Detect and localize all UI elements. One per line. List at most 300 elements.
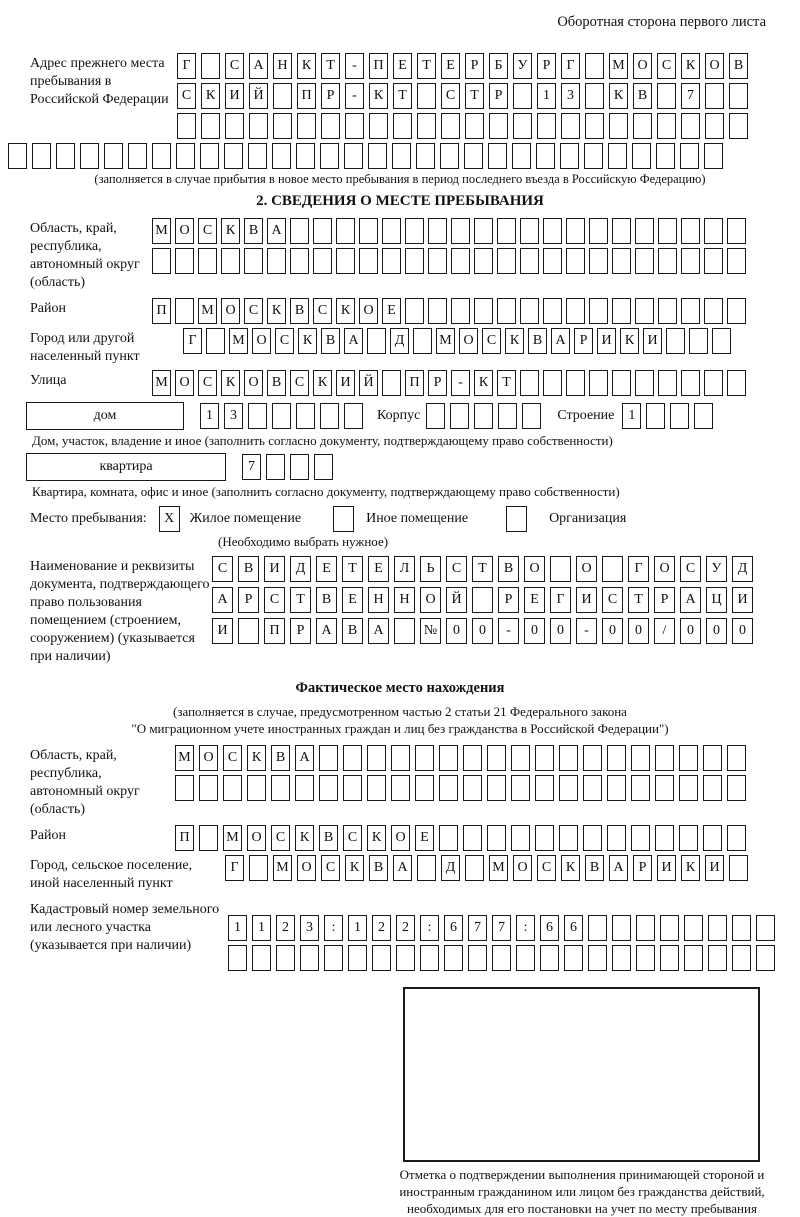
char-cell[interactable]: Т	[628, 587, 649, 613]
char-cell[interactable]	[689, 328, 708, 354]
char-cell[interactable]	[405, 248, 424, 274]
char-cell[interactable]	[440, 143, 459, 169]
char-cell[interactable]: Р	[428, 370, 447, 396]
char-cell[interactable]	[367, 775, 386, 801]
char-cell[interactable]	[658, 370, 677, 396]
char-cell[interactable]	[249, 113, 268, 139]
char-cell[interactable]	[684, 915, 703, 941]
char-cell[interactable]: А	[609, 855, 628, 881]
char-cell[interactable]	[290, 218, 309, 244]
char-cell[interactable]	[8, 143, 27, 169]
char-cell[interactable]	[320, 403, 339, 429]
char-cell[interactable]	[583, 775, 602, 801]
char-cell[interactable]	[656, 143, 675, 169]
char-cell[interactable]: К	[313, 370, 332, 396]
char-cell[interactable]: В	[585, 855, 604, 881]
char-cell[interactable]	[681, 113, 700, 139]
char-cell[interactable]: :	[420, 915, 439, 941]
char-cell[interactable]	[608, 143, 627, 169]
char-cell[interactable]	[359, 248, 378, 274]
char-cell[interactable]	[343, 745, 362, 771]
char-cell[interactable]	[564, 945, 583, 971]
char-cell[interactable]	[583, 825, 602, 851]
char-cell[interactable]	[56, 143, 75, 169]
char-cell[interactable]: 0	[550, 618, 571, 644]
char-cell[interactable]: В	[321, 328, 340, 354]
char-cell[interactable]: У	[706, 556, 727, 582]
char-cell[interactable]: М	[489, 855, 508, 881]
char-cell[interactable]	[612, 370, 631, 396]
char-cell[interactable]: 6	[564, 915, 583, 941]
char-cell[interactable]	[472, 587, 493, 613]
char-cell[interactable]	[296, 143, 315, 169]
char-cell[interactable]	[273, 113, 292, 139]
char-cell[interactable]	[336, 218, 355, 244]
char-cell[interactable]: И	[212, 618, 233, 644]
char-cell[interactable]	[382, 218, 401, 244]
char-cell[interactable]: 0	[602, 618, 623, 644]
char-cell[interactable]: С	[244, 298, 263, 324]
char-cell[interactable]	[391, 745, 410, 771]
char-cell[interactable]: М	[273, 855, 292, 881]
char-cell[interactable]	[248, 143, 267, 169]
char-cell[interactable]	[585, 53, 604, 79]
char-cell[interactable]: А	[551, 328, 570, 354]
char-cell[interactable]	[732, 915, 751, 941]
char-cell[interactable]: К	[336, 298, 355, 324]
char-cell[interactable]	[497, 218, 516, 244]
char-cell[interactable]: К	[620, 328, 639, 354]
char-cell[interactable]	[543, 298, 562, 324]
char-cell[interactable]: С	[264, 587, 285, 613]
char-cell[interactable]	[300, 945, 319, 971]
char-cell[interactable]	[537, 113, 556, 139]
char-cell[interactable]: Р	[537, 53, 556, 79]
char-cell[interactable]	[681, 298, 700, 324]
char-cell[interactable]	[487, 775, 506, 801]
char-cell[interactable]: И	[597, 328, 616, 354]
char-cell[interactable]	[657, 83, 676, 109]
char-cell[interactable]	[550, 556, 571, 582]
char-cell[interactable]: -	[451, 370, 470, 396]
char-cell[interactable]	[394, 618, 415, 644]
char-cell[interactable]	[450, 403, 469, 429]
char-cell[interactable]	[441, 113, 460, 139]
char-cell[interactable]	[655, 745, 674, 771]
char-cell[interactable]: 1	[228, 915, 247, 941]
char-cell[interactable]	[560, 143, 579, 169]
char-cell[interactable]	[636, 915, 655, 941]
char-cell[interactable]	[727, 218, 746, 244]
char-cell[interactable]	[660, 915, 679, 941]
char-cell[interactable]: В	[342, 618, 363, 644]
char-cell[interactable]: С	[441, 83, 460, 109]
char-cell[interactable]	[405, 218, 424, 244]
char-cell[interactable]	[199, 775, 218, 801]
char-cell[interactable]: У	[513, 53, 532, 79]
char-cell[interactable]	[249, 855, 268, 881]
char-cell[interactable]	[566, 298, 585, 324]
char-cell[interactable]: Т	[417, 53, 436, 79]
char-cell[interactable]: :	[324, 915, 343, 941]
char-cell[interactable]: А	[316, 618, 337, 644]
char-cell[interactable]	[588, 915, 607, 941]
char-cell[interactable]	[413, 328, 432, 354]
char-cell[interactable]	[543, 218, 562, 244]
char-cell[interactable]: /	[654, 618, 675, 644]
char-cell[interactable]: К	[267, 298, 286, 324]
char-cell[interactable]: В	[267, 370, 286, 396]
char-cell[interactable]: А	[368, 618, 389, 644]
char-cell[interactable]: Й	[446, 587, 467, 613]
char-cell[interactable]	[535, 745, 554, 771]
char-cell[interactable]	[727, 298, 746, 324]
char-cell[interactable]: Г	[550, 587, 571, 613]
char-cell[interactable]	[520, 370, 539, 396]
char-cell[interactable]	[152, 143, 171, 169]
char-cell[interactable]	[200, 143, 219, 169]
char-cell[interactable]: П	[297, 83, 316, 109]
char-cell[interactable]: М	[152, 370, 171, 396]
char-cell[interactable]	[559, 745, 578, 771]
char-cell[interactable]: М	[152, 218, 171, 244]
char-cell[interactable]	[756, 945, 775, 971]
char-cell[interactable]: И	[732, 587, 753, 613]
char-cell[interactable]	[583, 745, 602, 771]
char-cell[interactable]	[367, 745, 386, 771]
char-cell[interactable]	[382, 248, 401, 274]
char-cell[interactable]: О	[175, 370, 194, 396]
char-cell[interactable]: К	[369, 83, 388, 109]
char-cell[interactable]: 0	[472, 618, 493, 644]
char-cell[interactable]: С	[680, 556, 701, 582]
char-cell[interactable]	[756, 915, 775, 941]
char-cell[interactable]: Е	[415, 825, 434, 851]
char-cell[interactable]	[511, 825, 530, 851]
char-cell[interactable]	[152, 248, 171, 274]
char-cell[interactable]: 0	[524, 618, 545, 644]
char-cell[interactable]	[392, 143, 411, 169]
char-cell[interactable]	[684, 945, 703, 971]
char-cell[interactable]	[585, 113, 604, 139]
char-cell[interactable]: М	[436, 328, 455, 354]
char-cell[interactable]: Н	[368, 587, 389, 613]
char-cell[interactable]: Р	[633, 855, 652, 881]
char-cell[interactable]	[520, 248, 539, 274]
char-cell[interactable]: О	[459, 328, 478, 354]
char-cell[interactable]: С	[271, 825, 290, 851]
char-cell[interactable]	[732, 945, 751, 971]
char-cell[interactable]	[382, 370, 401, 396]
char-cell[interactable]: К	[681, 53, 700, 79]
char-cell[interactable]	[658, 218, 677, 244]
char-cell[interactable]: Е	[342, 587, 363, 613]
char-cell[interactable]	[428, 298, 447, 324]
char-cell[interactable]: О	[513, 855, 532, 881]
char-cell[interactable]	[681, 370, 700, 396]
char-cell[interactable]: Г	[561, 53, 580, 79]
char-cell[interactable]: С	[225, 53, 244, 79]
char-cell[interactable]: Б	[489, 53, 508, 79]
char-cell[interactable]	[320, 143, 339, 169]
char-cell[interactable]: Р	[654, 587, 675, 613]
char-cell[interactable]	[498, 403, 517, 429]
char-cell[interactable]: В	[271, 745, 290, 771]
char-cell[interactable]: О	[633, 53, 652, 79]
char-cell[interactable]: В	[528, 328, 547, 354]
char-cell[interactable]: М	[223, 825, 242, 851]
char-cell[interactable]	[463, 745, 482, 771]
char-cell[interactable]	[704, 248, 723, 274]
char-cell[interactable]	[657, 113, 676, 139]
char-cell[interactable]	[631, 825, 650, 851]
char-cell[interactable]	[612, 298, 631, 324]
char-cell[interactable]	[405, 298, 424, 324]
char-cell[interactable]	[632, 143, 651, 169]
char-cell[interactable]: С	[275, 328, 294, 354]
char-cell[interactable]: М	[175, 745, 194, 771]
char-cell[interactable]	[369, 113, 388, 139]
char-cell[interactable]	[588, 945, 607, 971]
char-cell[interactable]: А	[393, 855, 412, 881]
char-cell[interactable]	[393, 113, 412, 139]
char-cell[interactable]: 0	[446, 618, 467, 644]
stay-other-checkbox[interactable]	[333, 506, 354, 532]
char-cell[interactable]: И	[336, 370, 355, 396]
char-cell[interactable]	[348, 945, 367, 971]
char-cell[interactable]	[176, 143, 195, 169]
char-cell[interactable]: О	[252, 328, 271, 354]
char-cell[interactable]	[272, 403, 291, 429]
char-cell[interactable]: К	[201, 83, 220, 109]
char-cell[interactable]	[290, 454, 309, 480]
char-cell[interactable]: В	[238, 556, 259, 582]
char-cell[interactable]: О	[175, 218, 194, 244]
char-cell[interactable]	[238, 618, 259, 644]
char-cell[interactable]: 2	[372, 915, 391, 941]
char-cell[interactable]	[679, 825, 698, 851]
char-cell[interactable]	[321, 113, 340, 139]
char-cell[interactable]: 1	[537, 83, 556, 109]
char-cell[interactable]	[513, 83, 532, 109]
char-cell[interactable]	[367, 328, 386, 354]
char-cell[interactable]	[607, 825, 626, 851]
char-cell[interactable]: М	[198, 298, 217, 324]
char-cell[interactable]	[520, 298, 539, 324]
char-cell[interactable]: 6	[540, 915, 559, 941]
char-cell[interactable]	[488, 143, 507, 169]
char-cell[interactable]	[474, 248, 493, 274]
char-cell[interactable]	[655, 775, 674, 801]
char-cell[interactable]	[708, 945, 727, 971]
char-cell[interactable]	[201, 53, 220, 79]
char-cell[interactable]: Г	[628, 556, 649, 582]
char-cell[interactable]	[104, 143, 123, 169]
char-cell[interactable]	[694, 403, 713, 429]
char-cell[interactable]: 3	[224, 403, 243, 429]
char-cell[interactable]	[198, 248, 217, 274]
char-cell[interactable]: О	[199, 745, 218, 771]
char-cell[interactable]: С	[290, 370, 309, 396]
char-cell[interactable]	[206, 328, 225, 354]
char-cell[interactable]	[535, 775, 554, 801]
char-cell[interactable]	[602, 556, 623, 582]
char-cell[interactable]	[313, 218, 332, 244]
char-cell[interactable]: Е	[368, 556, 389, 582]
char-cell[interactable]	[344, 403, 363, 429]
char-cell[interactable]: Н	[394, 587, 415, 613]
char-cell[interactable]	[535, 825, 554, 851]
char-cell[interactable]	[439, 745, 458, 771]
char-cell[interactable]	[474, 403, 493, 429]
char-cell[interactable]	[513, 113, 532, 139]
char-cell[interactable]	[487, 825, 506, 851]
char-cell[interactable]	[635, 298, 654, 324]
char-cell[interactable]	[584, 143, 603, 169]
char-cell[interactable]: В	[319, 825, 338, 851]
char-cell[interactable]: Т	[465, 83, 484, 109]
char-cell[interactable]	[324, 945, 343, 971]
char-cell[interactable]	[417, 855, 436, 881]
char-cell[interactable]: Ь	[420, 556, 441, 582]
char-cell[interactable]: 0	[706, 618, 727, 644]
char-cell[interactable]: 0	[732, 618, 753, 644]
char-cell[interactable]	[612, 915, 631, 941]
char-cell[interactable]	[543, 248, 562, 274]
char-cell[interactable]	[635, 218, 654, 244]
char-cell[interactable]	[465, 855, 484, 881]
char-cell[interactable]	[417, 83, 436, 109]
char-cell[interactable]	[727, 745, 746, 771]
char-cell[interactable]	[451, 298, 470, 324]
char-cell[interactable]: А	[249, 53, 268, 79]
char-cell[interactable]	[428, 248, 447, 274]
char-cell[interactable]: К	[298, 328, 317, 354]
char-cell[interactable]: Р	[290, 618, 311, 644]
char-cell[interactable]: А	[680, 587, 701, 613]
char-cell[interactable]: -	[498, 618, 519, 644]
char-cell[interactable]: Р	[465, 53, 484, 79]
char-cell[interactable]	[465, 113, 484, 139]
char-cell[interactable]: М	[609, 53, 628, 79]
char-cell[interactable]: О	[359, 298, 378, 324]
char-cell[interactable]	[415, 745, 434, 771]
char-cell[interactable]	[313, 248, 332, 274]
char-cell[interactable]	[681, 218, 700, 244]
char-cell[interactable]: Н	[273, 53, 292, 79]
stay-organization-checkbox[interactable]	[506, 506, 527, 532]
char-cell[interactable]: Г	[225, 855, 244, 881]
char-cell[interactable]: О	[576, 556, 597, 582]
char-cell[interactable]	[497, 298, 516, 324]
char-cell[interactable]: К	[367, 825, 386, 851]
char-cell[interactable]: Р	[498, 587, 519, 613]
char-cell[interactable]	[559, 775, 578, 801]
char-cell[interactable]: Й	[249, 83, 268, 109]
char-cell[interactable]	[566, 248, 585, 274]
char-cell[interactable]: В	[244, 218, 263, 244]
char-cell[interactable]: -	[345, 83, 364, 109]
char-cell[interactable]: К	[345, 855, 364, 881]
char-cell[interactable]	[703, 825, 722, 851]
char-cell[interactable]: В	[633, 83, 652, 109]
char-cell[interactable]	[704, 370, 723, 396]
char-cell[interactable]: С	[177, 83, 196, 109]
char-cell[interactable]: О	[297, 855, 316, 881]
char-cell[interactable]: К	[681, 855, 700, 881]
char-cell[interactable]: Т	[342, 556, 363, 582]
char-cell[interactable]: К	[221, 218, 240, 244]
char-cell[interactable]	[635, 370, 654, 396]
char-cell[interactable]: П	[405, 370, 424, 396]
char-cell[interactable]: №	[420, 618, 441, 644]
char-cell[interactable]: Е	[393, 53, 412, 79]
char-cell[interactable]: -	[576, 618, 597, 644]
char-cell[interactable]	[175, 775, 194, 801]
char-cell[interactable]	[589, 370, 608, 396]
char-cell[interactable]	[589, 248, 608, 274]
char-cell[interactable]: 1	[200, 403, 219, 429]
char-cell[interactable]	[703, 745, 722, 771]
char-cell[interactable]	[336, 248, 355, 274]
char-cell[interactable]	[175, 248, 194, 274]
char-cell[interactable]	[516, 945, 535, 971]
char-cell[interactable]	[344, 143, 363, 169]
char-cell[interactable]	[228, 945, 247, 971]
char-cell[interactable]	[244, 248, 263, 274]
char-cell[interactable]: :	[516, 915, 535, 941]
char-cell[interactable]: Р	[489, 83, 508, 109]
char-cell[interactable]	[660, 945, 679, 971]
char-cell[interactable]: С	[223, 745, 242, 771]
char-cell[interactable]: С	[313, 298, 332, 324]
char-cell[interactable]	[451, 248, 470, 274]
char-cell[interactable]	[372, 945, 391, 971]
char-cell[interactable]	[681, 248, 700, 274]
char-cell[interactable]	[631, 745, 650, 771]
char-cell[interactable]	[297, 113, 316, 139]
char-cell[interactable]: 1	[252, 915, 271, 941]
char-cell[interactable]	[247, 775, 266, 801]
char-cell[interactable]: 7	[468, 915, 487, 941]
char-cell[interactable]: К	[295, 825, 314, 851]
char-cell[interactable]	[705, 113, 724, 139]
char-cell[interactable]	[175, 298, 194, 324]
char-cell[interactable]	[705, 83, 724, 109]
char-cell[interactable]: О	[391, 825, 410, 851]
char-cell[interactable]	[679, 745, 698, 771]
char-cell[interactable]: С	[321, 855, 340, 881]
char-cell[interactable]	[607, 745, 626, 771]
char-cell[interactable]: В	[316, 587, 337, 613]
char-cell[interactable]	[712, 328, 731, 354]
char-cell[interactable]	[276, 945, 295, 971]
char-cell[interactable]	[444, 945, 463, 971]
char-cell[interactable]: 1	[622, 403, 641, 429]
char-cell[interactable]	[727, 825, 746, 851]
char-cell[interactable]	[273, 83, 292, 109]
char-cell[interactable]	[727, 248, 746, 274]
char-cell[interactable]: Г	[183, 328, 202, 354]
char-cell[interactable]: И	[657, 855, 676, 881]
char-cell[interactable]: Е	[382, 298, 401, 324]
char-cell[interactable]: С	[198, 370, 217, 396]
char-cell[interactable]: С	[657, 53, 676, 79]
char-cell[interactable]: П	[175, 825, 194, 851]
char-cell[interactable]: Д	[390, 328, 409, 354]
char-cell[interactable]: Е	[316, 556, 337, 582]
char-cell[interactable]	[566, 218, 585, 244]
